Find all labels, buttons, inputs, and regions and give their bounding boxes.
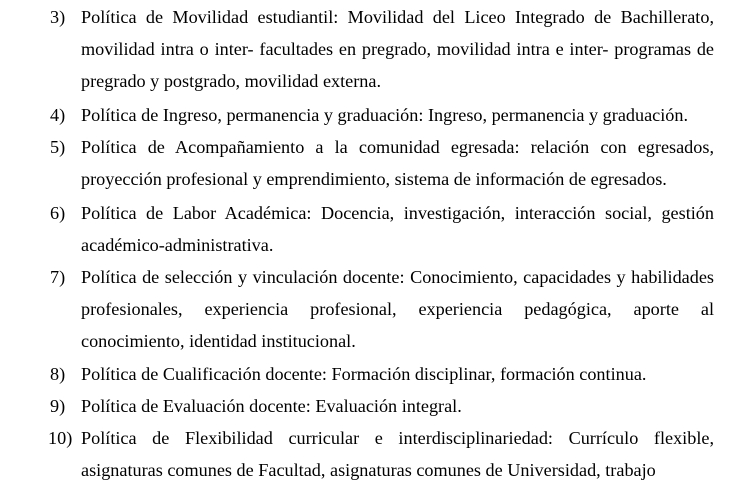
list-item-text: Política de Movilidad estudiantil: Movilidad del Liceo Integrado de Bachillerato, movilidad intra o inter- facultades en pregrado, movilidad intra e inter- programas de pregrado y postgrado, movilidad externa. <box>81 7 714 91</box>
list-item-number: 9) <box>50 396 66 416</box>
list-item-number: 10) <box>48 428 73 448</box>
list-item-number: 3) <box>50 7 66 27</box>
list-item <box>50 390 714 422</box>
list-item <box>50 358 714 390</box>
list-item <box>50 197 714 261</box>
list-item-number: 6) <box>50 203 66 223</box>
list-item-text: Política de selección y vinculación docente: Conocimiento, capacidades y habilidades profesionales, experiencia profesional, experiencia pedagógica, aporte al conocimiento, identidad institucional. <box>81 267 714 351</box>
list-item-text: Política de Labor Académica: Docencia, investigación, interacción social, gestión académico-administrativa. <box>81 203 714 255</box>
list-item <box>50 131 714 195</box>
list-item-number: 5) <box>50 137 66 157</box>
list-item <box>50 261 714 357</box>
list-item-number: 4) <box>50 105 66 125</box>
list-item-number: 8) <box>50 364 66 384</box>
list-item-number: 7) <box>50 267 66 287</box>
list-item-text: Política de Ingreso, permanencia y graduación: Ingreso, permanencia y graduación. <box>81 105 689 125</box>
list-item <box>50 99 714 131</box>
list-item-text: Política de Flexibilidad curricular e interdisciplinariedad: Currículo flexible, asignaturas comunes de Facultad, asignaturas comunes de Universidad, trabajo <box>81 428 714 480</box>
list-item-text: Política de Cualificación docente: Formación disciplinar, formación continua. <box>81 364 647 384</box>
list-item-text: Política de Acompañamiento a la comunidad egresada: relación con egresados, proyección profesional y emprendimiento, sistema de información de egresados. <box>81 137 714 189</box>
list-item-text: Política de Evaluación docente: Evaluación integral. <box>81 396 462 416</box>
list-item <box>50 1 714 97</box>
list-item <box>48 422 714 486</box>
